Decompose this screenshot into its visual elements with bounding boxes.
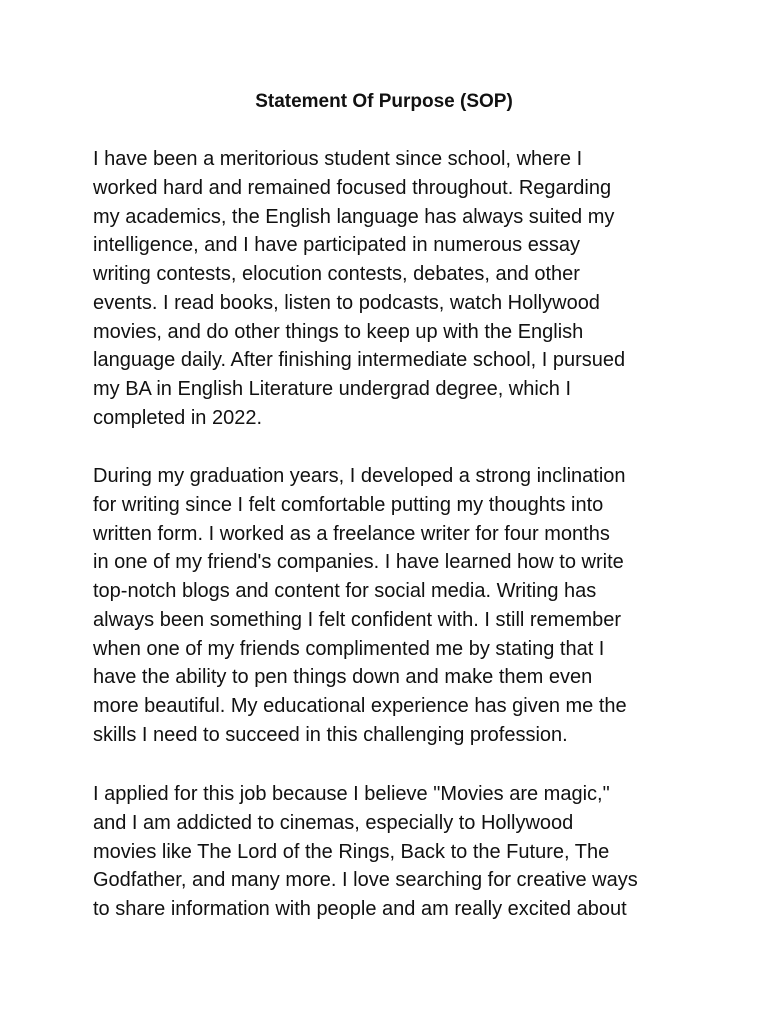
paragraph-line: movies, and do other things to keep up with the English	[93, 320, 584, 343]
paragraph-line: always been something I felt confident with. I still remember	[93, 608, 622, 631]
paragraph-line: language daily. After finishing intermediate school, I pursued	[93, 349, 626, 372]
paragraph-line: skills I need to succeed in this challenging profession.	[93, 723, 568, 746]
paragraph-line: completed in 2022.	[93, 406, 263, 429]
paragraph-line: writing contests, elocution contests, debates, and other	[93, 263, 580, 285]
paragraph-line: During my graduation years, I developed a strong inclination	[93, 465, 626, 487]
paragraph-line: events. I read books, listen to podcasts, watch Hollywood	[93, 291, 600, 314]
paragraph-line: more beautiful. My educational experience has given me the	[93, 695, 627, 717]
paragraph-line: and I am addicted to cinemas, especially to Hollywood	[93, 811, 574, 834]
paragraph-line: movies like The Lord of the Rings, Back to the Future, The	[93, 840, 610, 863]
paragraph-line: to share information with people and am really excited about	[93, 898, 627, 920]
paragraph-line: top-notch blogs and content for social media. Writing has	[93, 580, 597, 602]
paragraph-line: my academics, the English language has always suited my	[93, 205, 615, 228]
paragraph-line: written form. I worked as a freelance writer for four months	[93, 522, 610, 545]
document-title: Statement Of Purpose (SOP)	[255, 91, 513, 112]
paragraph-line: for writing since I felt comfortable putting my thoughts into	[93, 493, 604, 516]
paragraph-line: have the ability to pen things down and make them even	[93, 666, 593, 689]
paragraph-line: in one of my friend's companies. I have learned how to write	[93, 551, 624, 574]
paragraph-line: worked hard and remained focused throughout. Regarding	[93, 176, 612, 199]
paragraph-3	[93, 780, 693, 924]
paragraph-line: intelligence, and I have participated in numerous essay	[93, 234, 580, 257]
paragraph-line: Godfather, and many more. I love searching for creative ways	[93, 869, 638, 892]
paragraph-1	[93, 145, 693, 433]
paragraph-line: when one of my friends complimented me by stating that I	[93, 637, 605, 660]
paragraph-line: my BA in English Literature undergrad degree, which I	[93, 378, 572, 400]
paragraph-2	[93, 462, 693, 750]
paragraph-line: I applied for this job because I believe "Movies are magic,"	[93, 783, 610, 805]
paragraph-line: I have been a meritorious student since school, where I	[93, 148, 583, 170]
